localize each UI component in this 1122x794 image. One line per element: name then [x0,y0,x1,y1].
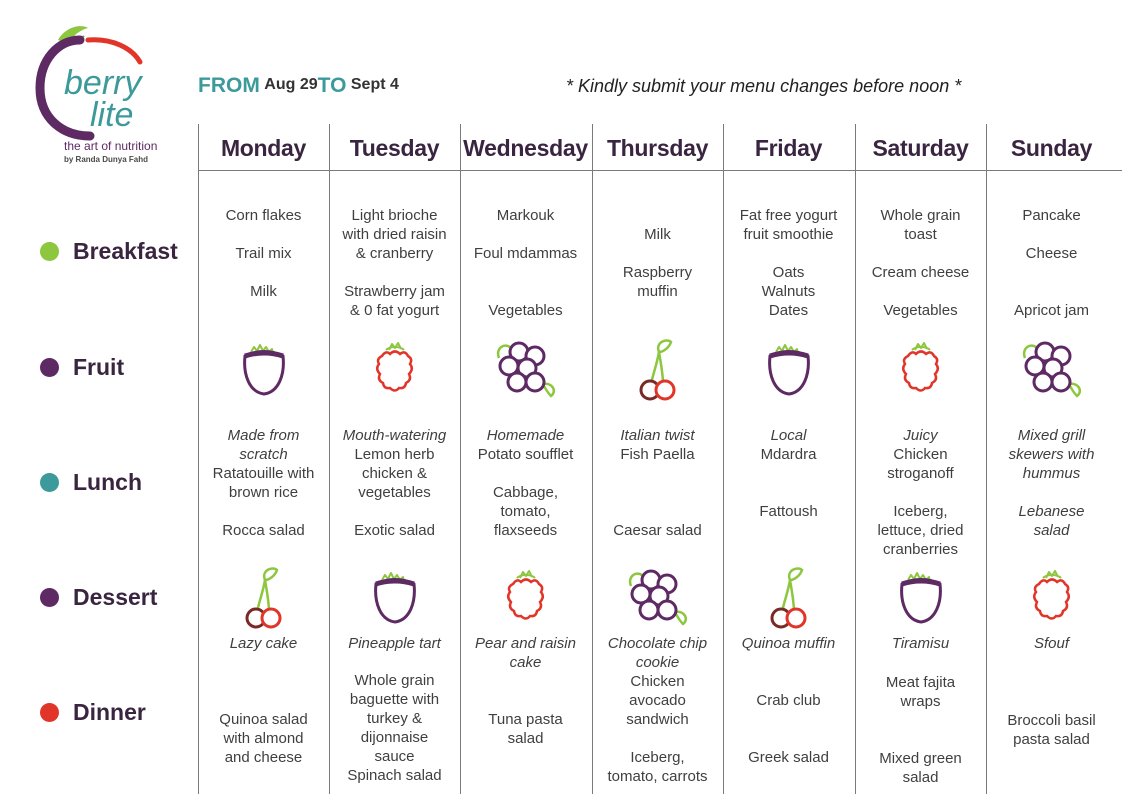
cell-line [855,282,986,301]
cell-line: Greek salad [748,749,829,766]
cell-line: sauce [374,748,415,765]
from-date: Aug 29 [264,76,318,93]
cell-line [460,263,591,282]
cell-line: Cheese [1025,245,1078,262]
cell-line: muffin [637,283,678,300]
cell-italic-line: Tiramisu [891,635,950,652]
cell-italic-line: Quinoa muffin [741,635,836,652]
plum-icon [886,562,956,632]
dinner-cell-tuesday [329,671,460,785]
cell-line [723,464,854,483]
day-header-tuesday: Tuesday [349,135,440,161]
cell-italic-line: Sfouf [1033,635,1070,652]
dinner-cell-thursday [592,672,723,786]
breakfast-cell-saturday [855,206,986,320]
cell-line: Lemon herb [354,446,435,463]
cell-line: Spinach salad [347,767,442,784]
breakfast-cell-thursday [592,206,723,301]
cell-line: toast [904,226,937,243]
cell-line: Pancake [1022,207,1081,224]
cell-italic-line: salad [1033,522,1070,539]
cell-line: tomato, carrots [607,768,708,785]
cell-italic-line: hummus [1022,465,1081,482]
meal-label-dessert [40,582,157,612]
cell-line [986,692,1117,711]
cell-line: Foul mdammas [473,245,578,262]
cell-line: avocado [629,692,686,709]
cell-line: with almond [223,730,304,747]
cell-line: Meat fajita [885,674,956,691]
cell-line: Cabbage, [492,484,559,501]
cell-line [592,483,723,502]
cell-line [198,502,329,521]
raspberry-icon [1017,562,1087,632]
cell-line: Rocca salad [222,522,305,539]
cell-line: vegetables [358,484,431,501]
cherry-icon [754,562,824,632]
cell-line: Walnuts [761,283,816,300]
cell-line: Fat free yogurt [739,207,838,224]
dessert-cell-wednesday [460,634,591,672]
cell-line: Fattoush [759,503,818,520]
cell-line: stroganoff [887,465,954,482]
cell-line [460,225,591,244]
cell-line [723,710,854,729]
cell-line: Quinoa salad [219,711,308,728]
cell-line [460,464,591,483]
cell-line: lettuce, dried [877,522,964,539]
cell-line [592,244,723,263]
cell-italic-line: Local [770,427,807,444]
breakfast-cell-monday [198,206,329,301]
cell-line: flaxseeds [493,522,558,539]
cell-line: baguette with [349,691,440,708]
cell-line: brown rice [228,484,299,501]
cell-italic-line: Lazy cake [229,635,298,652]
cell-line: Mdardra [760,446,817,463]
cell-line: Vegetables [883,302,958,319]
cell-italic-line: Chocolate chip [607,635,708,652]
cell-line: Apricot jam [1013,302,1090,319]
cell-line: Oats [772,264,805,281]
cell-line: Whole grain [880,207,961,224]
logo-byline: by Randa Dunya Fahd [64,155,149,164]
cell-line: salad [902,769,939,786]
dessert-cell-sunday [986,634,1117,653]
raspberry-icon [491,562,561,632]
raspberry-icon [360,334,430,404]
breakfast-cell-friday [723,206,854,320]
cell-line [198,225,329,244]
cell-line [855,483,986,502]
cell-line: & 0 fat yogurt [349,302,440,319]
cell-line [723,672,854,691]
blueberry-icon [623,562,693,632]
cell-line: salad [507,730,544,747]
cell-line [592,206,723,225]
dinner-cell-saturday [855,673,986,787]
lunch-cell-sunday [986,426,1117,540]
blueberry-icon [1017,334,1087,404]
lunch-cell-tuesday [329,426,460,540]
cell-line: and cheese [224,749,303,766]
day-header-wednesday: Wednesday [463,135,588,161]
lunch-cell-friday [723,426,854,521]
cell-line: Fish Paella [620,446,695,463]
breakfast-cell-tuesday [329,206,460,320]
lunch-cell-thursday [592,426,723,540]
cell-line: wraps [900,693,941,710]
cell-italic-line: Juicy [903,427,938,444]
cell-line: Whole grain [354,672,435,689]
cell-line: Markouk [496,207,555,224]
meal-dot [40,588,59,607]
meal-label-text: Breakfast [73,237,178,264]
to-date: Sept 4 [350,76,399,93]
cell-line [592,729,723,748]
cell-italic-line: Pear and raisin [475,635,576,652]
cell-line: Ratatouille with [212,465,315,482]
cell-italic-line: skewers with [1008,446,1095,463]
cell-line [329,502,460,521]
dinner-cell-wednesday [460,672,591,748]
cell-italic-line: Made from [227,427,300,444]
cell-line [460,691,591,710]
cell-line: Milk [250,283,277,300]
plum-icon [360,562,430,632]
cell-italic-line: Mouth-watering [342,427,447,444]
cell-line [198,691,329,710]
date-range [198,74,399,98]
cell-line: dijonnaise [360,729,429,746]
cell-line: Crab club [756,692,821,709]
cell-line: cranberries [882,541,959,558]
cell-line: Light brioche [351,207,438,224]
cell-line: pasta salad [1013,731,1090,748]
cell-line: Iceberg, [893,503,948,520]
dinner-cell-friday [723,672,854,767]
meal-dot [40,703,59,722]
cell-line: fruit smoothie [743,226,834,243]
to-label: TO [317,74,347,97]
cell-line [855,711,986,730]
cell-italic-line: Italian twist [620,427,695,444]
meal-label-fruit [40,352,124,382]
cell-line [723,483,854,502]
cell-line: with dried raisin [342,226,447,243]
header-divider [198,170,1122,171]
cell-italic-line: Lebanese [1018,503,1085,520]
logo-tagline: the art of nutrition by Randa Dunya Fahd [64,139,158,164]
cell-line [329,263,460,282]
cell-line [855,244,986,263]
plum-icon [229,334,299,404]
cell-line [855,730,986,749]
cell-line [460,672,591,691]
cell-line: Exotic salad [354,522,435,539]
dinner-cell-monday [198,672,329,767]
cell-line: Broccoli basil [1007,712,1096,729]
cell-line [592,464,723,483]
menu-change-notice: * Kindly submit your menu changes before noon * [566,76,962,96]
cell-line: Strawberry jam [344,283,445,300]
cell-line [986,282,1117,301]
meal-label-dinner [40,697,146,727]
lunch-cell-wednesday [460,426,591,540]
dessert-cell-tuesday [329,634,460,653]
cell-line: Tuna pasta [488,711,563,728]
meal-label-text: Dessert [73,583,158,610]
meal-label-text: Dinner [73,698,146,725]
cell-line [460,282,591,301]
cell-line [723,729,854,748]
cell-italic-line: Pineapple tart [348,635,441,652]
blueberry-icon [491,334,561,404]
dessert-cell-saturday [855,634,986,653]
day-header-monday: Monday [220,135,307,161]
cell-line: Mixed green [879,750,962,767]
cell-line [986,225,1117,244]
cell-line: sandwich [626,711,689,728]
svg-text:berry: berry [64,64,142,102]
raspberry-icon [886,334,956,404]
cell-line: Vegetables [488,302,563,319]
cell-italic-line: cookie [635,654,680,671]
dessert-cell-friday [723,634,854,653]
from-label: FROM [198,74,260,97]
meal-dot [40,358,59,377]
day-header-saturday: Saturday [872,135,969,161]
cell-line: turkey & [366,710,423,727]
cell-line: Trail mix [235,245,292,262]
lunch-cell-monday [198,426,329,540]
cell-line: Caesar salad [613,522,702,539]
meal-dot [40,242,59,261]
cell-line: Chicken [630,673,685,690]
dessert-cell-monday [198,634,329,653]
plum-icon [754,334,824,404]
cherry-icon [229,562,299,632]
lunch-cell-saturday [855,426,986,559]
cell-line: Dates [768,302,809,319]
cell-italic-line: Mixed grill [1017,427,1086,444]
dessert-cell-thursday [592,634,723,672]
cell-line [198,263,329,282]
cell-line: chicken & [361,465,428,482]
breakfast-cell-wednesday [460,206,591,320]
day-header-thursday: Thursday [606,135,709,161]
meal-label-lunch [40,467,142,497]
meal-label-text: Lunch [73,468,142,495]
cell-line [592,502,723,521]
cell-line: tomato, [500,503,551,520]
cell-line: Potato soufflet [477,446,574,463]
cell-line: Milk [644,226,671,243]
svg-text:lite: lite [90,96,134,134]
breakfast-cell-sunday [986,206,1117,320]
cell-line [986,263,1117,282]
cell-line: Chicken [893,446,948,463]
cell-italic-line: cake [509,654,542,671]
dinner-cell-sunday [986,673,1117,749]
cell-italic-line [986,483,1117,502]
day-header-friday: Friday [754,135,823,161]
cell-italic-line: scratch [239,446,288,463]
cherry-icon [623,334,693,404]
cell-line: Iceberg, [630,749,685,766]
cell-italic-line: Homemade [486,427,565,444]
meal-dot [40,473,59,492]
cell-line: Corn flakes [225,207,302,224]
cell-line [198,672,329,691]
cell-line: Raspberry [622,264,693,281]
meal-label-text: Fruit [73,353,125,380]
cell-line: Cream cheese [871,264,970,281]
cell-line: & cranberry [355,245,434,262]
day-header-sunday: Sunday [1010,135,1093,161]
meal-label-breakfast [40,236,178,266]
cell-line [723,244,854,263]
cell-line [986,673,1117,692]
